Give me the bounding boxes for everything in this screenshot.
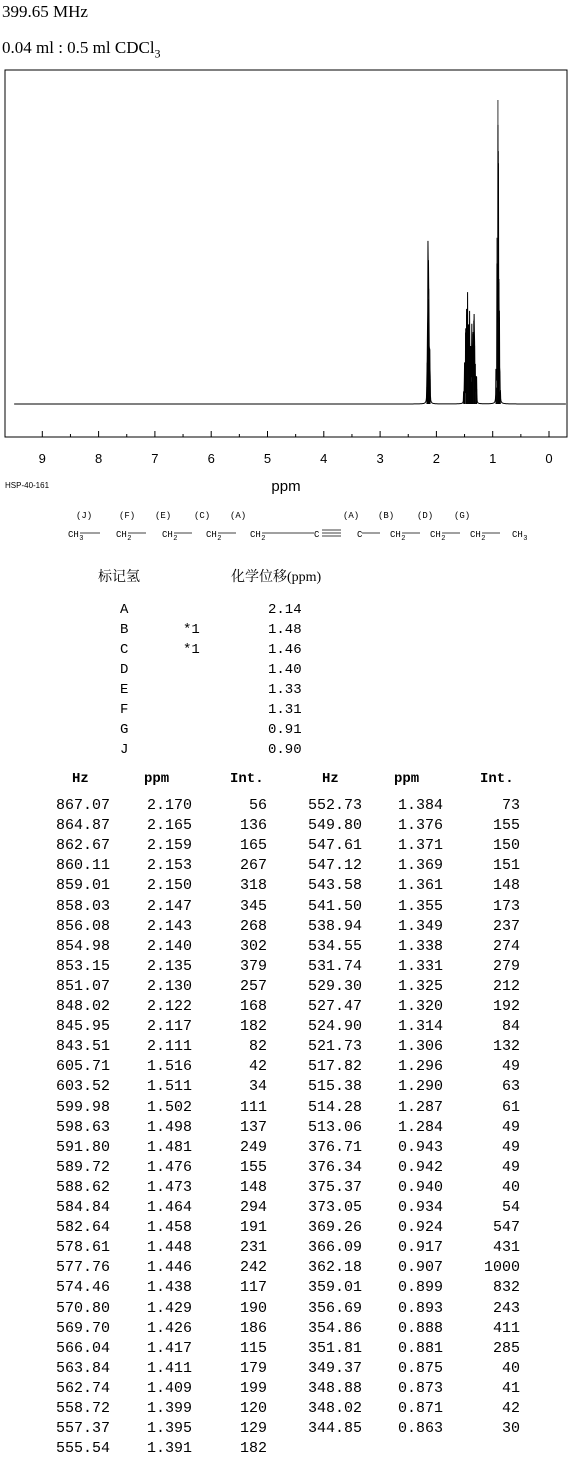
structure-label: (J)	[76, 511, 93, 521]
peak-hz: 534.55	[307, 937, 362, 955]
peak-int: 117	[239, 1279, 267, 1297]
structure-subscript: 2	[481, 535, 486, 543]
peak-int: 137	[239, 1118, 267, 1136]
peak-ppm: 1.481	[146, 1138, 192, 1156]
peak-hz: 859.01	[55, 877, 110, 895]
chemical-shift-value: 1.48	[268, 622, 302, 638]
peak-int: 49	[501, 1158, 520, 1176]
peak-ppm: 1.361	[397, 877, 443, 895]
peak-ppm: 1.464	[146, 1199, 192, 1216]
chemical-shift-value: 1.31	[268, 702, 302, 718]
assignment-note: *1	[183, 642, 200, 658]
peak-hz: 543.58	[307, 877, 362, 895]
peak-ppm: 2.143	[146, 917, 192, 935]
x-tick-label: 5	[263, 451, 272, 466]
sample-concentration-subscript: 3	[154, 46, 161, 61]
x-tick-label: 7	[151, 451, 159, 466]
peak-ppm: 1.438	[146, 1279, 192, 1297]
x-tick-label: 2	[432, 451, 441, 466]
x-tick-label: 6	[207, 451, 215, 466]
peak-ppm: 2.135	[146, 957, 192, 975]
peak-hz: 588.62	[55, 1178, 110, 1196]
peak-int: 173	[492, 897, 520, 915]
peak-int: 186	[239, 1319, 267, 1337]
header-int: Int.	[230, 771, 264, 787]
peak-hz: 867.07	[55, 797, 110, 814]
peak-int: 231	[239, 1239, 267, 1257]
peak-ppm: 0.934	[397, 1199, 443, 1216]
structure-label: (C)	[194, 511, 211, 521]
peak-hz: 854.98	[55, 937, 110, 955]
structure-group: CH	[250, 530, 261, 540]
structure-label: (B)	[378, 511, 395, 521]
peak-hz: 584.84	[55, 1199, 110, 1216]
peak-ppm: 1.429	[146, 1299, 192, 1317]
peak-int: 63	[501, 1078, 520, 1096]
peak-hz: 603.52	[55, 1078, 110, 1096]
peak-int: 42	[501, 1400, 520, 1417]
header-ppm-2: ppm	[394, 771, 420, 787]
peak-ppm: 1.399	[146, 1400, 192, 1417]
peak-hz: 348.88	[307, 1379, 362, 1397]
peak-ppm: 1.426	[146, 1319, 192, 1337]
structure-label: (D)	[417, 511, 434, 521]
peak-int: 34	[248, 1078, 267, 1096]
peak-ppm: 0.907	[397, 1259, 443, 1277]
peak-int: 136	[239, 817, 267, 835]
peak-int: 61	[501, 1098, 520, 1116]
peak-int: 49	[501, 1118, 520, 1136]
peak-int: 132	[492, 1038, 520, 1056]
chemical-shift-value: 1.46	[268, 642, 302, 658]
peak-int: 155	[492, 817, 520, 835]
peak-ppm: 1.371	[397, 837, 443, 855]
peak-int: 431	[492, 1239, 520, 1257]
peak-ppm: 1.314	[397, 1018, 443, 1036]
peak-ppm: 0.893	[397, 1299, 443, 1317]
peak-hz: 569.70	[55, 1319, 110, 1337]
peak-int: 49	[501, 1058, 520, 1076]
peak-hz: 862.67	[55, 837, 110, 855]
structure-subscript: 2	[441, 535, 446, 543]
x-axis-ticks	[39, 431, 553, 466]
peak-ppm: 0.943	[397, 1138, 443, 1156]
peak-hz: 577.76	[55, 1259, 110, 1277]
peak-ppm: 2.122	[146, 998, 192, 1015]
structure-subscript: 3	[523, 535, 528, 543]
peak-int: 191	[239, 1219, 267, 1237]
peak-int: 115	[239, 1339, 267, 1357]
peak-ppm: 1.448	[146, 1239, 192, 1257]
peak-hz: 349.37	[307, 1359, 362, 1377]
peak-hz: 557.37	[55, 1420, 110, 1438]
peak-ppm: 0.940	[397, 1178, 443, 1196]
peak-int: 148	[492, 877, 520, 895]
peak-ppm: 1.284	[397, 1118, 443, 1136]
peak-hz: 529.30	[307, 977, 362, 995]
peak-hz: 531.74	[307, 957, 362, 975]
hydrogen-label: D	[120, 662, 129, 678]
peak-hz: 578.61	[55, 1239, 110, 1257]
peak-hz: 591.80	[55, 1138, 110, 1156]
peak-ppm: 2.147	[146, 897, 192, 915]
peak-int: 49	[501, 1138, 520, 1156]
peak-int: 199	[239, 1379, 267, 1397]
peak-hz: 348.02	[307, 1400, 362, 1417]
peak-int: 150	[492, 837, 520, 855]
peak-int: 249	[239, 1138, 267, 1156]
structure-subscript: 3	[79, 535, 84, 543]
chemical-shift-value: 1.33	[268, 682, 302, 698]
peak-int: 1000	[483, 1259, 520, 1277]
peak-hz: 547.12	[307, 857, 362, 875]
peak-hz: 860.11	[55, 857, 110, 875]
peak-hz: 513.06	[307, 1118, 362, 1136]
peak-ppm: 1.355	[397, 897, 443, 915]
peak-ppm: 2.130	[146, 977, 192, 995]
peak-int: 56	[248, 797, 267, 814]
x-tick-label: 8	[94, 451, 103, 466]
peak-hz: 845.95	[55, 1018, 110, 1036]
structure-subscript: 2	[261, 535, 266, 543]
peak-hz: 541.50	[307, 897, 362, 915]
peak-hz: 344.85	[307, 1420, 362, 1438]
peak-ppm: 1.296	[397, 1058, 443, 1076]
peak-ppm: 0.863	[397, 1420, 443, 1438]
peak-int: 73	[501, 797, 520, 814]
spectrum-code: HSP-40-161	[5, 481, 50, 490]
peak-int: 129	[239, 1420, 267, 1438]
header-hz: Hz	[72, 771, 89, 787]
peak-ppm: 0.881	[397, 1339, 443, 1357]
peak-int: 294	[239, 1199, 267, 1216]
peak-hz: 555.54	[55, 1440, 110, 1458]
peak-hz: 515.38	[307, 1078, 362, 1096]
peak-int: 155	[239, 1158, 267, 1176]
peak-ppm: 1.287	[397, 1098, 443, 1116]
peak-hz: 589.72	[55, 1158, 110, 1176]
peak-hz: 366.09	[307, 1239, 362, 1257]
x-tick-label: 1	[489, 451, 497, 466]
peak-hz: 517.82	[307, 1058, 362, 1076]
peak-hz: 521.73	[307, 1038, 362, 1056]
hydrogen-label: F	[120, 702, 129, 718]
peak-hz: 562.74	[55, 1379, 110, 1397]
peak-hz: 856.08	[55, 917, 110, 935]
peak-ppm: 1.369	[397, 857, 443, 875]
peak-int: 42	[248, 1058, 267, 1076]
peak-int: 84	[501, 1018, 520, 1036]
structure-group: C	[357, 530, 363, 540]
peak-ppm: 1.511	[146, 1078, 192, 1096]
peak-int: 82	[248, 1038, 267, 1056]
peak-int: 179	[239, 1359, 267, 1377]
peak-ppm: 0.873	[397, 1379, 443, 1397]
peak-int: 411	[492, 1319, 520, 1337]
peak-int: 168	[239, 998, 267, 1015]
structure-label: (G)	[454, 511, 471, 521]
peak-hz: 848.02	[55, 998, 110, 1015]
hydrogen-label: J	[120, 742, 129, 758]
peak-ppm: 1.476	[146, 1158, 192, 1176]
peak-ppm: 1.498	[146, 1118, 192, 1136]
peak-hz: 524.90	[307, 1018, 362, 1036]
assignment-note: *1	[183, 622, 200, 638]
peak-ppm: 2.117	[146, 1018, 192, 1036]
peak-ppm: 1.349	[397, 917, 443, 935]
peak-int: 345	[239, 897, 267, 915]
peak-int: 379	[239, 957, 267, 975]
peak-hz: 853.15	[55, 957, 110, 975]
structure-subscript: 2	[127, 535, 132, 543]
peak-ppm: 1.473	[146, 1178, 192, 1196]
structure-group: CH	[116, 530, 127, 540]
structure-label: (E)	[155, 511, 172, 521]
peak-ppm: 0.888	[397, 1319, 443, 1337]
peak-int: 182	[239, 1018, 267, 1036]
peak-ppm: 2.140	[146, 937, 192, 955]
peak-int: 274	[492, 937, 520, 955]
peak-ppm: 1.516	[146, 1058, 192, 1076]
peak-int: 54	[501, 1199, 520, 1216]
peak-hz: 514.28	[307, 1098, 362, 1116]
header-ppm: ppm	[144, 771, 170, 787]
hydrogen-label: B	[120, 622, 129, 638]
structure-label: (F)	[119, 511, 136, 521]
peak-ppm: 0.899	[397, 1279, 443, 1297]
hydrogen-label: C	[120, 642, 129, 658]
structure-subscript: 2	[217, 535, 222, 543]
peak-ppm: 2.165	[146, 817, 192, 835]
structure-group: CH	[206, 530, 217, 540]
structure-subscript: 2	[401, 535, 406, 543]
peak-ppm: 1.411	[146, 1359, 192, 1377]
peak-int: 30	[501, 1420, 520, 1438]
peak-ppm: 1.376	[397, 817, 443, 835]
peak-hz: 858.03	[55, 897, 110, 915]
peak-ppm: 1.458	[146, 1219, 192, 1237]
peak-ppm: 1.409	[146, 1379, 192, 1397]
peak-hz: 369.26	[307, 1219, 362, 1237]
peak-hz: 538.94	[307, 917, 362, 935]
x-tick-label: 0	[545, 451, 553, 466]
peak-ppm: 2.153	[146, 857, 192, 875]
sample-concentration-text: 0.04 ml : 0.5 ml CDCl	[2, 38, 155, 57]
structure-group: CH	[430, 530, 441, 540]
peak-int: 165	[239, 837, 267, 855]
spectrum-trace	[14, 125, 566, 404]
peak-int: 243	[492, 1299, 520, 1317]
peak-ppm: 1.395	[146, 1420, 192, 1438]
peak-hz: 547.61	[307, 837, 362, 855]
peak-ppm: 1.325	[397, 977, 443, 995]
chemical-shift-value: 0.90	[268, 742, 302, 758]
peak-ppm: 2.111	[146, 1038, 192, 1056]
hydrogen-label: A	[120, 602, 129, 618]
peak-hz: 566.04	[55, 1339, 110, 1357]
peak-int: 268	[239, 917, 267, 935]
peak-ppm: 1.417	[146, 1339, 192, 1357]
peak-ppm: 1.290	[397, 1078, 443, 1096]
spectrum-peaks	[427, 100, 501, 404]
structure-label: (A)	[230, 511, 247, 521]
peak-hz: 375.37	[307, 1178, 362, 1196]
peak-hz: 351.81	[307, 1339, 362, 1357]
peak-ppm: 1.338	[397, 937, 443, 955]
peak-int: 41	[501, 1379, 520, 1397]
peak-int: 120	[239, 1400, 267, 1417]
peak-int: 212	[492, 977, 520, 995]
peak-ppm: 1.306	[397, 1038, 443, 1056]
peak-ppm: 1.331	[397, 957, 443, 975]
chemical-shift-header: 化学位移(ppm)	[231, 570, 322, 585]
peak-ppm: 1.391	[146, 1440, 192, 1458]
chemical-shift-value: 1.40	[268, 662, 302, 678]
structure-group: CH	[390, 530, 401, 540]
peak-hz: 570.80	[55, 1299, 110, 1317]
structure-formula	[60, 506, 528, 546]
peak-hz: 599.98	[55, 1098, 110, 1116]
peak-ppm: 2.159	[146, 837, 192, 855]
peak-hz: 362.18	[307, 1259, 362, 1277]
x-axis-label: ppm	[271, 478, 301, 495]
peak-hz: 574.46	[55, 1279, 110, 1297]
hydrogen-label: E	[120, 682, 129, 698]
hydrogen-label-header: 标记氢	[98, 570, 140, 585]
peak-ppm: 1.320	[397, 998, 443, 1015]
peak-int: 151	[492, 857, 520, 875]
peak-ppm: 2.170	[146, 797, 192, 814]
peak-hz: 851.07	[55, 977, 110, 995]
peak-hz: 552.73	[307, 797, 362, 814]
x-tick-label: 9	[38, 451, 46, 466]
peak-int: 279	[492, 957, 520, 975]
x-tick-label: 3	[376, 451, 384, 466]
peak-hz: 549.80	[307, 817, 362, 835]
peak-hz: 527.47	[307, 998, 362, 1015]
peak-ppm: 1.502	[146, 1098, 192, 1116]
peak-int: 242	[239, 1259, 267, 1277]
structure-label: (A)	[343, 511, 360, 521]
peak-ppm: 0.942	[397, 1158, 443, 1176]
peak-hz: 359.01	[307, 1279, 362, 1297]
chemical-shift-value: 0.91	[268, 722, 302, 738]
peak-hz: 864.87	[55, 817, 110, 835]
peak-int: 237	[492, 917, 520, 935]
peak-int: 111	[239, 1098, 267, 1116]
peak-int: 318	[239, 877, 267, 895]
peak-int: 547	[492, 1219, 520, 1237]
structure-group: CH	[68, 530, 79, 540]
peak-ppm: 0.924	[397, 1219, 443, 1237]
structure-subscript: 2	[173, 535, 178, 543]
peak-hz: 563.84	[55, 1359, 110, 1377]
structure-group: CH	[470, 530, 481, 540]
peak-int: 40	[501, 1178, 520, 1196]
peak-hz: 558.72	[55, 1400, 110, 1417]
x-tick-label: 4	[320, 451, 328, 466]
peak-int: 285	[492, 1339, 520, 1357]
peak-ppm: 2.150	[146, 877, 192, 895]
peak-hz: 582.64	[55, 1219, 110, 1237]
header-hz-2: Hz	[322, 771, 339, 787]
nmr-spectrum-chart	[0, 0, 570, 500]
structure-group: C	[314, 530, 320, 540]
peak-int: 832	[492, 1279, 520, 1297]
peak-ppm: 1.384	[397, 797, 443, 814]
peak-ppm: 0.875	[397, 1359, 443, 1377]
structure-group: CH	[512, 530, 523, 540]
peak-int: 40	[501, 1359, 520, 1377]
header-int-2: Int.	[480, 771, 514, 787]
hydrogen-label: G	[120, 722, 129, 738]
structure-group: CH	[162, 530, 173, 540]
peak-hz: 354.86	[307, 1319, 362, 1337]
peak-int: 182	[239, 1440, 267, 1458]
peak-ppm: 1.446	[146, 1259, 192, 1277]
peak-hz: 598.63	[55, 1118, 110, 1136]
plot-frame	[5, 70, 567, 437]
peak-hz: 843.51	[55, 1038, 110, 1056]
spectrometer-frequency: 399.65 MHz	[2, 2, 88, 21]
peak-hz: 376.71	[307, 1138, 362, 1156]
chemical-shift-value: 2.14	[268, 602, 302, 618]
peak-int: 302	[239, 937, 267, 955]
peak-hz: 356.69	[307, 1299, 362, 1317]
peak-hz: 373.05	[307, 1199, 362, 1216]
peak-hz: 376.34	[307, 1158, 362, 1176]
peak-ppm: 0.917	[397, 1239, 443, 1257]
peak-int: 267	[239, 857, 267, 875]
peak-hz: 605.71	[55, 1058, 110, 1076]
peak-int: 257	[239, 977, 267, 995]
peak-int: 192	[492, 998, 520, 1015]
peak-int: 190	[239, 1299, 267, 1317]
peak-ppm: 0.871	[397, 1400, 443, 1417]
peak-int: 148	[239, 1178, 267, 1196]
